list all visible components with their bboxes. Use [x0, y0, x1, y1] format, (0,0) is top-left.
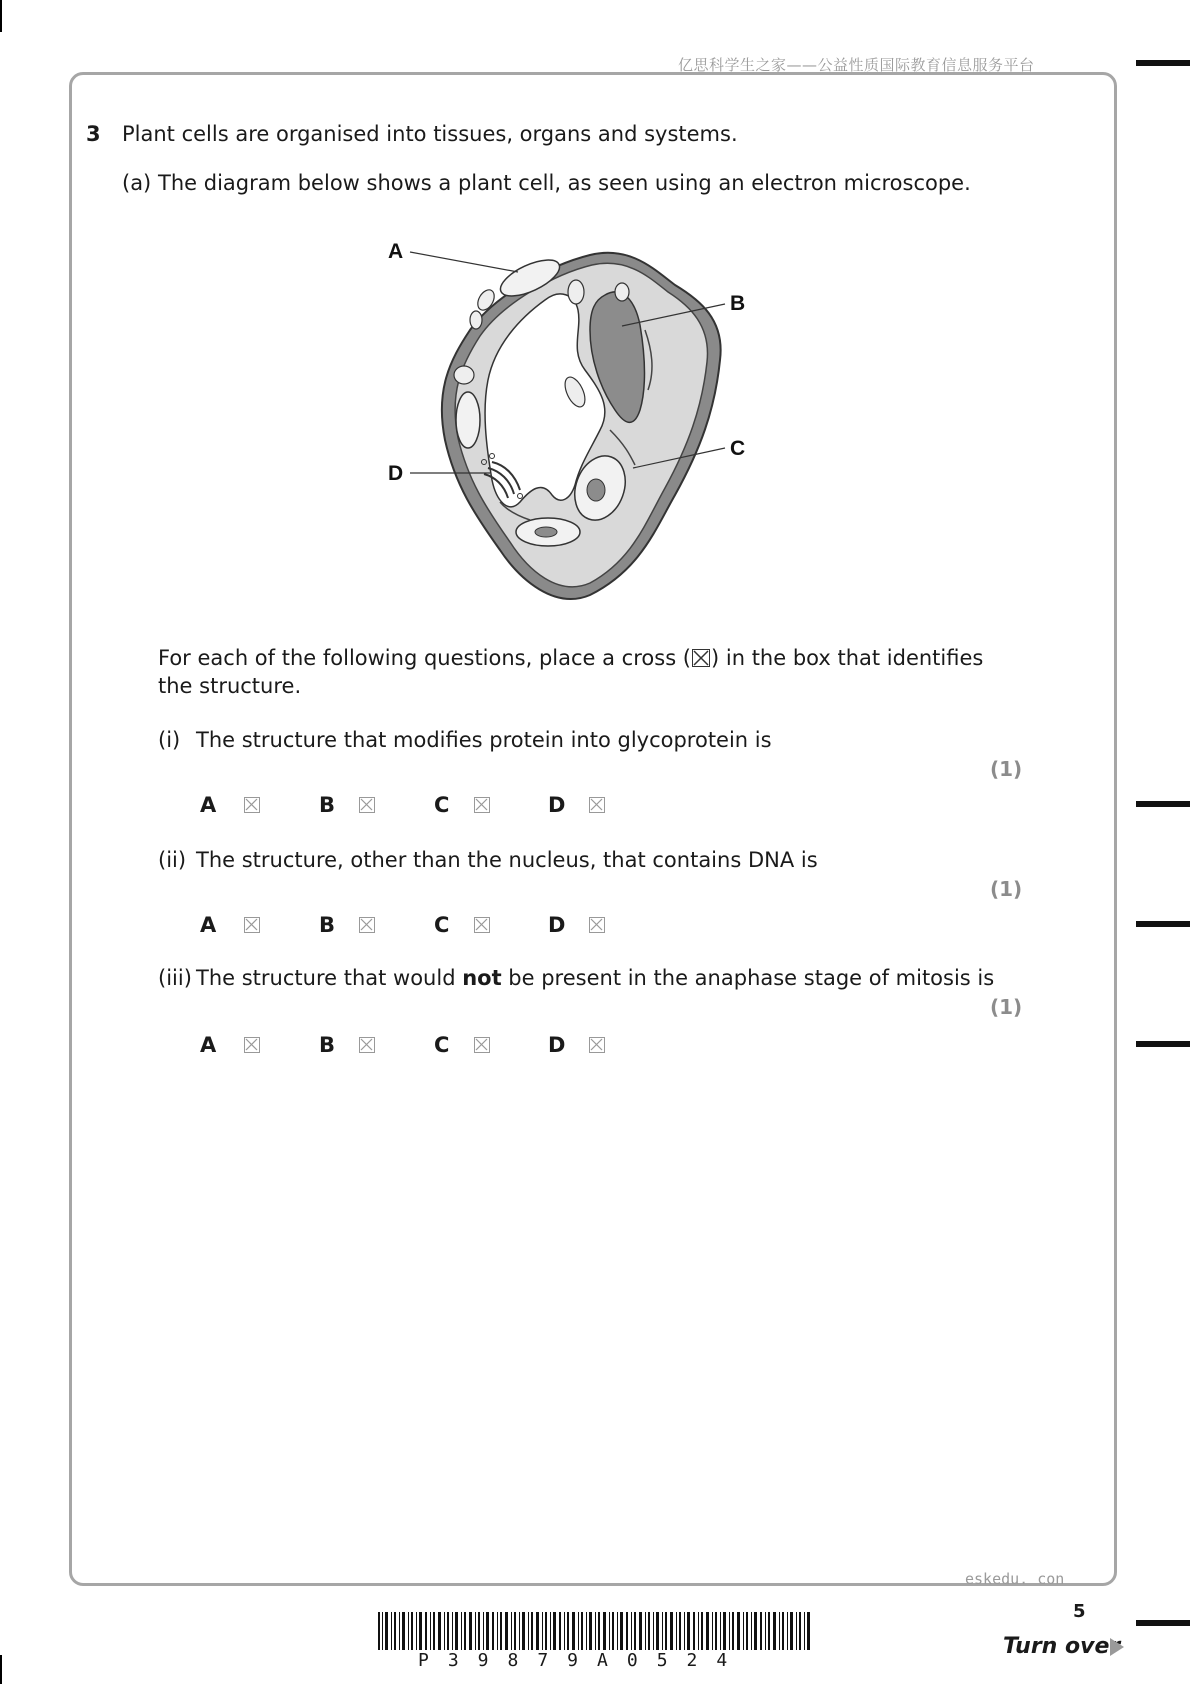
diagram-label-d: D [388, 462, 404, 485]
instruction [158, 644, 1018, 700]
subquestion-text-after: be present in the anaphase stage of mitosis is [501, 966, 995, 990]
instruction-text-before: For each of the following questions, place a cross ( [158, 646, 691, 670]
option-b-checkbox[interactable] [359, 917, 375, 933]
crossed-box-icon [692, 649, 710, 667]
option-label: A [200, 1033, 217, 1057]
answer-options [200, 913, 620, 943]
site-watermark: eskedu. con [965, 1570, 1065, 1588]
margin-mark [1136, 801, 1190, 807]
header-watermark: 亿思科学生之家——公益性质国际教育信息服务平台 [678, 56, 1035, 74]
option-d-checkbox[interactable] [589, 797, 605, 813]
diagram-label-c: C [730, 437, 746, 460]
margin-mark [1136, 1041, 1190, 1047]
mitochondrion [470, 311, 482, 329]
crop-mark [0, 1655, 2, 1684]
turn-over-arrow-icon [1110, 1638, 1124, 1656]
subquestion-text [196, 966, 994, 990]
option-label: D [548, 913, 566, 937]
option-label: B [319, 793, 336, 817]
option-label: C [434, 913, 450, 937]
marks: (1) [990, 995, 1023, 1019]
margin-mark [1136, 1620, 1190, 1626]
mitochondrion [454, 366, 474, 384]
instruction-text-after: ) in the box that identifies the structure. [158, 646, 984, 698]
part-a-text: The diagram below shows a plant cell, as seen using an electron microscope. [158, 171, 971, 195]
option-b-checkbox[interactable] [359, 1037, 375, 1053]
margin-mark [1136, 921, 1190, 927]
option-b-checkbox[interactable] [359, 797, 375, 813]
answer-options [200, 1033, 620, 1063]
subquestion-text-bold: not [462, 966, 502, 990]
option-label: B [319, 1033, 336, 1057]
option-a-checkbox[interactable] [244, 797, 260, 813]
option-a-checkbox[interactable] [244, 917, 260, 933]
option-label: A [200, 793, 217, 817]
mitochondrion [615, 283, 629, 301]
option-d-checkbox[interactable] [589, 1037, 605, 1053]
option-c-checkbox[interactable] [474, 917, 490, 933]
page-number: 5 [1073, 1601, 1086, 1622]
margin-mark [1136, 60, 1190, 66]
marks: (1) [990, 877, 1023, 901]
barcode [378, 1612, 810, 1650]
diagram-label-a: A [388, 240, 404, 263]
option-label: A [200, 913, 217, 937]
subquestion-text: The structure, other than the nucleus, that contains DNA is [196, 848, 818, 872]
option-label: C [434, 793, 450, 817]
turn-over-text: Turn over [1003, 1634, 1121, 1659]
subquestion-label: (iii) [158, 966, 192, 990]
diagram-label-b: B [730, 292, 746, 315]
plant-cell-diagram [388, 240, 820, 610]
crop-mark [0, 0, 2, 32]
option-label: D [548, 1033, 566, 1057]
chloroplast [456, 392, 480, 448]
option-label: B [319, 913, 336, 937]
option-label: D [548, 793, 566, 817]
question-number: 3 [86, 122, 101, 146]
answer-options [200, 793, 620, 823]
part-a-label: (a) [122, 171, 152, 195]
subquestion-label: (i) [158, 728, 181, 752]
barcode-text: P39879A0524 [418, 1650, 747, 1671]
mitochondrion [568, 280, 584, 304]
option-d-checkbox[interactable] [589, 917, 605, 933]
subquestion-text: The structure that modifies protein into glycoprotein is [196, 728, 772, 752]
subquestion-label: (ii) [158, 848, 187, 872]
option-c-checkbox[interactable] [474, 1037, 490, 1053]
question-stem: Plant cells are organised into tissues, organs and systems. [122, 122, 738, 146]
subquestion-text-before: The structure that would [196, 966, 463, 990]
option-c-checkbox[interactable] [474, 797, 490, 813]
option-a-checkbox[interactable] [244, 1037, 260, 1053]
marks: (1) [990, 757, 1023, 781]
option-label: C [434, 1033, 450, 1057]
